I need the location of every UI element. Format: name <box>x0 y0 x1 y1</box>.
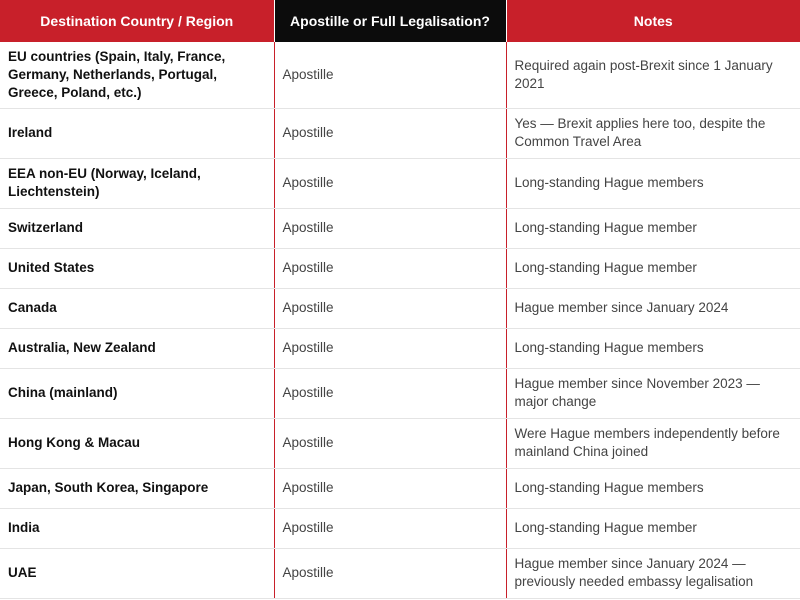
table-body <box>0 42 800 598</box>
table-row <box>0 418 800 468</box>
table-row <box>0 208 800 248</box>
cell-country: EEA non-EU (Norway, Iceland, Liechtenstein) <box>0 158 274 208</box>
table-row <box>0 248 800 288</box>
cell-type: Apostille <box>274 108 506 158</box>
header-type: Apostille or Full Legalisation? <box>274 0 506 42</box>
cell-notes: Hague member since November 2023 — major change <box>506 368 800 418</box>
cell-country: Canada <box>0 288 274 328</box>
cell-country: Switzerland <box>0 208 274 248</box>
table-row <box>0 288 800 328</box>
cell-country: Japan, South Korea, Singapore <box>0 468 274 508</box>
cell-type: Apostille <box>274 368 506 418</box>
table-row <box>0 328 800 368</box>
cell-country: India <box>0 508 274 548</box>
table-row <box>0 368 800 418</box>
cell-type: Apostille <box>274 208 506 248</box>
table-header <box>0 0 800 42</box>
cell-notes: Hague member since January 2024 <box>506 288 800 328</box>
cell-country: Australia, New Zealand <box>0 328 274 368</box>
cell-type: Apostille <box>274 508 506 548</box>
header-notes: Notes <box>506 0 800 42</box>
cell-type: Apostille <box>274 468 506 508</box>
cell-country: EU countries (Spain, Italy, France, Germany, Netherlands, Portugal, Greece, Poland, etc.) <box>0 42 274 108</box>
cell-notes: Long-standing Hague members <box>506 158 800 208</box>
cell-notes: Yes — Brexit applies here too, despite the Common Travel Area <box>506 108 800 158</box>
cell-country: Hong Kong & Macau <box>0 418 274 468</box>
table-row <box>0 508 800 548</box>
cell-type: Apostille <box>274 248 506 288</box>
cell-notes: Long-standing Hague members <box>506 328 800 368</box>
table-row <box>0 548 800 598</box>
cell-country: Ireland <box>0 108 274 158</box>
header-country: Destination Country / Region <box>0 0 274 42</box>
cell-type: Apostille <box>274 418 506 468</box>
table-row <box>0 468 800 508</box>
cell-notes: Long-standing Hague member <box>506 208 800 248</box>
cell-type: Apostille <box>274 328 506 368</box>
cell-country: UAE <box>0 548 274 598</box>
cell-country: China (mainland) <box>0 368 274 418</box>
cell-notes: Long-standing Hague members <box>506 468 800 508</box>
cell-notes: Long-standing Hague member <box>506 248 800 288</box>
cell-notes: Hague member since January 2024 — previously needed embassy legalisation <box>506 548 800 598</box>
cell-notes: Long-standing Hague member <box>506 508 800 548</box>
table-row <box>0 158 800 208</box>
cell-type: Apostille <box>274 288 506 328</box>
header-row <box>0 0 800 42</box>
cell-notes: Were Hague members independently before mainland China joined <box>506 418 800 468</box>
cell-type: Apostille <box>274 42 506 108</box>
table-row <box>0 42 800 108</box>
cell-notes: Required again post-Brexit since 1 January 2021 <box>506 42 800 108</box>
table-row <box>0 108 800 158</box>
cell-type: Apostille <box>274 158 506 208</box>
cell-country: United States <box>0 248 274 288</box>
cell-type: Apostille <box>274 548 506 598</box>
